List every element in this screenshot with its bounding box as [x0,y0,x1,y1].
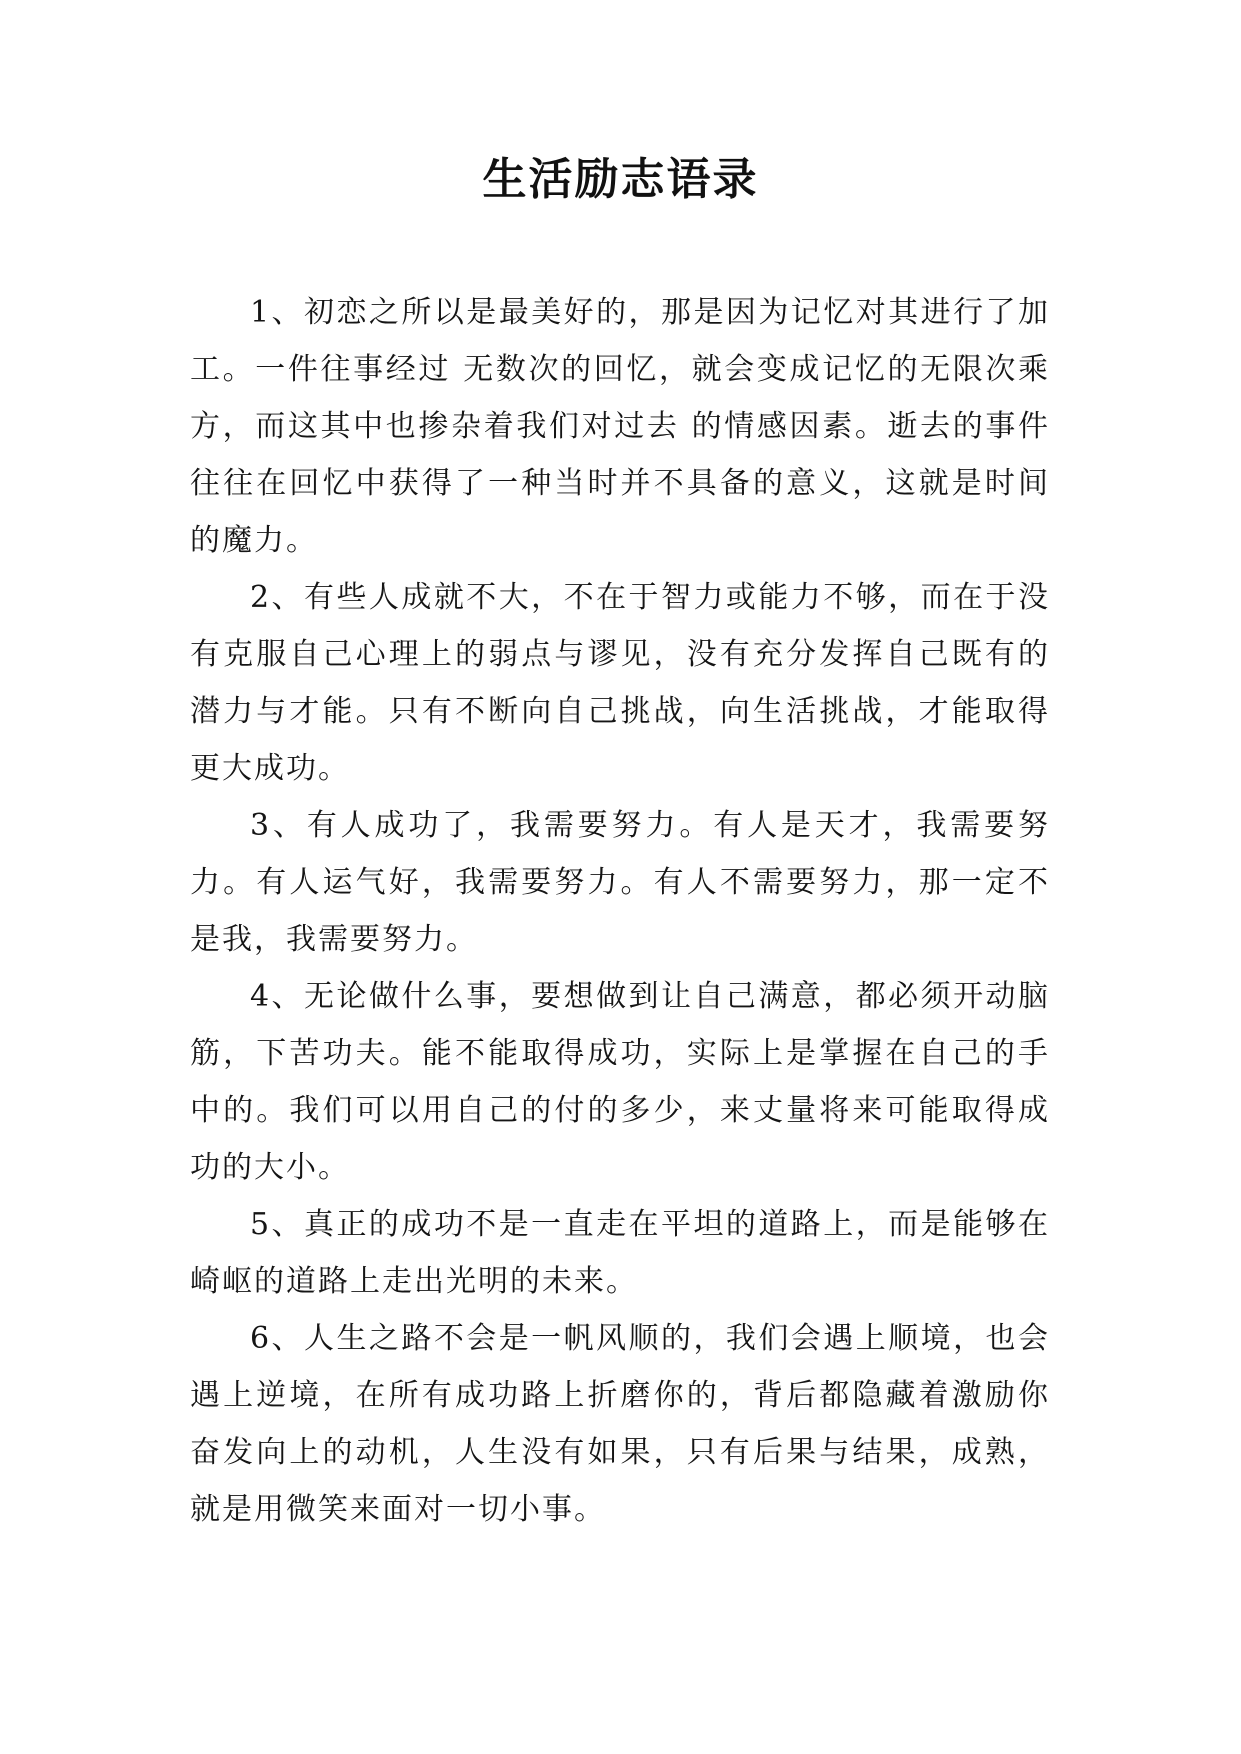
paragraph-3: 3、有人成功了，我需要努力。有人是天才，我需要努力。有人运气好，我需要努力。有人不需要努力，那一定不是我，我需要努力。 [190,808,1050,957]
paragraph-6: 6、人生之路不会是一帆风顺的，我们会遇上顺境，也会遇上逆境，在所有成功路上折磨你的，背后都隐藏着激励你奋发向上的动机，人生没有如果，只有后果与结果，成熟，就是用微笑来面对一切小事。 [190,1321,1050,1527]
paragraph-1: 1、初恋之所以是最美好的，那是因为记忆对其进行了加工。一件往事经过 无数次的回忆，就会变成记忆的无限次乘方，而这其中也掺杂着我们对过去 的情感因素。逝去的事件往往在回忆中获得了一种当时并不具备的意义，这就是时间的魔力。 [190,295,1050,558]
document-body [190,284,1050,1538]
document-title: 生活励志语录 [482,154,759,205]
paragraph-5: 5、真正的成功不是一直走在平坦的道路上，而是能够在崎岖的道路上走出光明的未来。 [190,1207,1050,1299]
paragraph-4: 4、无论做什么事，要想做到让自己满意，都必须开动脑筋，下苦功夫。能不能取得成功，实际上是掌握在自己的手中的。我们可以用自己的付的多少，来丈量将来可能取得成功的大小。 [190,979,1050,1185]
paragraph-2: 2、有些人成就不大，不在于智力或能力不够，而在于没有克服自己心理上的弱点与谬见，没有充分发挥自己既有的潜力与才能。只有不断向自己挑战，向生活挑战，才能取得更大成功。 [190,580,1050,786]
